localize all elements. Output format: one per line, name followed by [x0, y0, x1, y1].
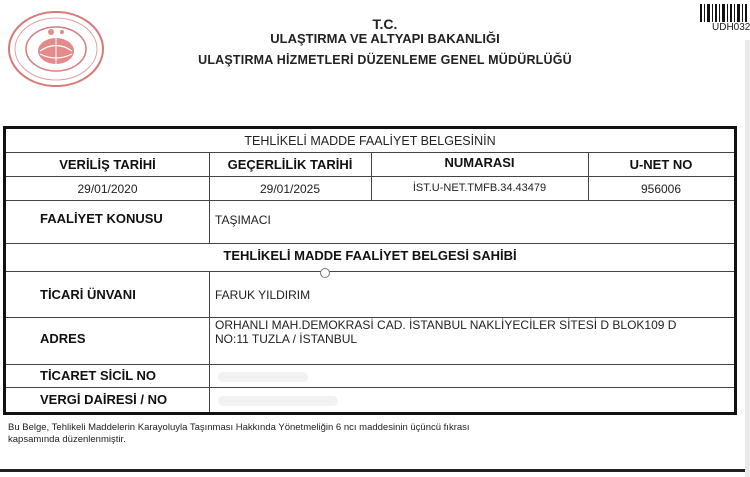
tax-office-label: VERGİ DAİRESİ / NO — [40, 392, 168, 407]
address-line-2: NO:11 TUZLA / İSTANBUL — [215, 332, 358, 346]
trade-name-label: TİCARİ ÜNVANI — [40, 287, 136, 302]
certificate-table — [3, 126, 737, 415]
validity-date-value: 29/01/2025 — [259, 182, 321, 196]
holder-section-title: TEHLİKELİ MADDE FAALİYET BELGESİ SAHİBİ — [223, 248, 517, 263]
page-edge — [745, 40, 750, 477]
header-directorate: ULAŞTIRMA HİZMETLERİ DÜZENLEME GENEL MÜDÜRLÜĞÜ — [198, 53, 572, 67]
document-code: UDH032 — [712, 22, 750, 33]
issue-date-value: 29/01/2020 — [77, 182, 138, 196]
circle-mark-icon — [319, 267, 331, 279]
column-number: NUMARASI — [444, 155, 515, 170]
trade-registry-label: TİCARET SİCİL NO — [40, 368, 157, 383]
tax-office-value-redacted — [218, 396, 338, 406]
trade-name-value: FARUK YILDIRIM — [215, 288, 311, 302]
ministry-seal-icon — [6, 10, 106, 88]
header-line-tc: T.C. — [372, 16, 398, 32]
footer-line-1: Bu Belge, Tehlikeli Maddelerin Karayoluyla Taşınması Hakkında Yönetmeliğin 6 ncı maddesinin üçüncü fıkrası — [8, 422, 470, 433]
header-ministry: ULAŞTIRMA VE ALTYAPI BAKANLIĞI — [270, 31, 500, 46]
address-line-1: ORHANLI MAH.DEMOKRASİ CAD. İSTANBUL NAKLİYECİLER SİTESİ D BLOK109 D — [215, 318, 677, 332]
number-value: İST.U-NET.TMFB.34.43479 — [412, 182, 547, 194]
unet-no-value: 956006 — [640, 182, 682, 196]
barcode-icon — [700, 2, 750, 24]
trade-registry-value-redacted — [218, 372, 308, 382]
footer-line-2: kapsamında düzenlenmiştir. — [8, 434, 126, 445]
address-label: ADRES — [40, 331, 86, 346]
activity-value: TAŞIMACI — [215, 213, 271, 227]
column-validity-date: GEÇERLİLİK TARİHİ — [227, 157, 353, 172]
bottom-divider — [0, 469, 750, 472]
column-unet-no: U-NET NO — [629, 157, 693, 172]
certificate-title: TEHLİKELİ MADDE FAALİYET BELGESİNİN — [244, 134, 496, 148]
footer-note — [8, 422, 470, 446]
column-issue-date: VERİLİŞ TARİHİ — [59, 157, 156, 172]
activity-label: FAALİYET KONUSU — [40, 211, 163, 226]
